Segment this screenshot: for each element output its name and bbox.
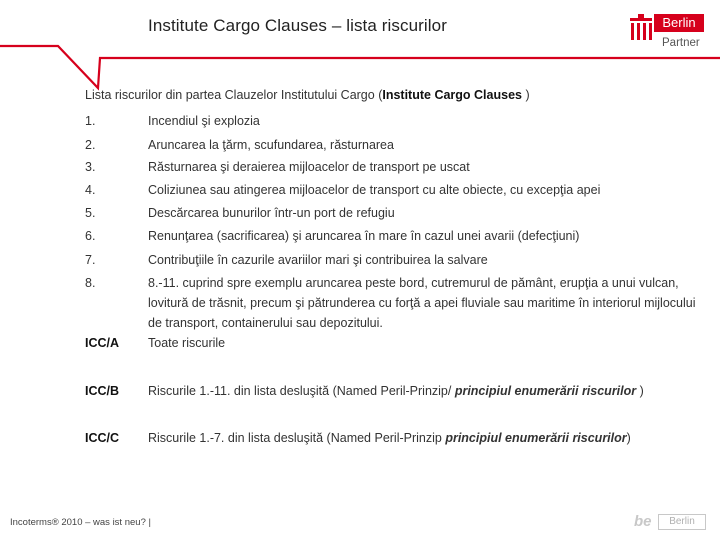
risk-text: Aruncarea la ţărm, scufundarea, răsturnarea [148, 138, 394, 152]
risk-text: Renunţarea (sacrificarea) şi aruncarea în mare în cazul unei avarii (defecţiuni) [148, 229, 580, 243]
page-title: Institute Cargo Clauses – lista riscurilor [148, 16, 447, 35]
clause-text: Riscurile 1.-7. din lista desluşită (Named Peril-Prinzip principiul enumerării riscurilor) [148, 431, 631, 445]
clause-code: ICC/A [85, 336, 120, 350]
risk-number: 2. [85, 138, 96, 152]
risk-text: Răsturnarea şi deraierea mijloacelor de transport pe uscat [148, 160, 470, 174]
footer-text: Incoterms® 2010 – was ist neu? | [10, 517, 151, 528]
intro-text: Lista riscurilor din partea Clauzelor Institutului Cargo (Institute Cargo Clauses ) [85, 88, 530, 102]
risk-number: 6. [85, 229, 96, 243]
risk-number: 3. [85, 160, 96, 174]
risk-text: 8.-11. cuprind spre exemplu aruncarea peste bord, cutremurul de pământ, erupţia a unui vulcan, lovitură de trăsnit, precum şi pătrunderea cu forţă a apei fluviale sau maritime în interiorul mijlocului de transport, containerului sau depozitului. [148, 276, 696, 330]
risk-number: 8. [85, 276, 96, 290]
risk-number: 5. [85, 206, 96, 220]
brandenburg-gate-icon [630, 14, 652, 44]
risk-text: Coliziunea sau atingerea mijloacelor de transport cu alte obiecte, cu excepţia apei [148, 183, 601, 197]
risk-text: Incendiul şi explozia [148, 114, 260, 128]
logo-partner-text: Partner [662, 37, 700, 49]
risk-number: 1. [85, 114, 96, 128]
logo-berlin-text: Berlin [654, 14, 704, 32]
clause-text: Toate riscurile [148, 336, 226, 350]
risk-text: Descărcarea bunurilor într-un port de refugiu [148, 206, 395, 220]
risk-number: 7. [85, 253, 96, 267]
be-logo-text: be [634, 513, 652, 530]
risk-number: 4. [85, 183, 96, 197]
risk-text: Contribuţiile în cazurile avariilor mari şi contribuirea la salvare [148, 253, 488, 267]
clause-code: ICC/B [85, 384, 120, 398]
clause-code: ICC/C [85, 431, 120, 445]
clause-text: Riscurile 1.-11. din lista desluşită (Named Peril-Prinzip/ principiul enumerării riscurilor ) [148, 384, 644, 398]
be-berlin-badge: Berlin [658, 514, 706, 530]
